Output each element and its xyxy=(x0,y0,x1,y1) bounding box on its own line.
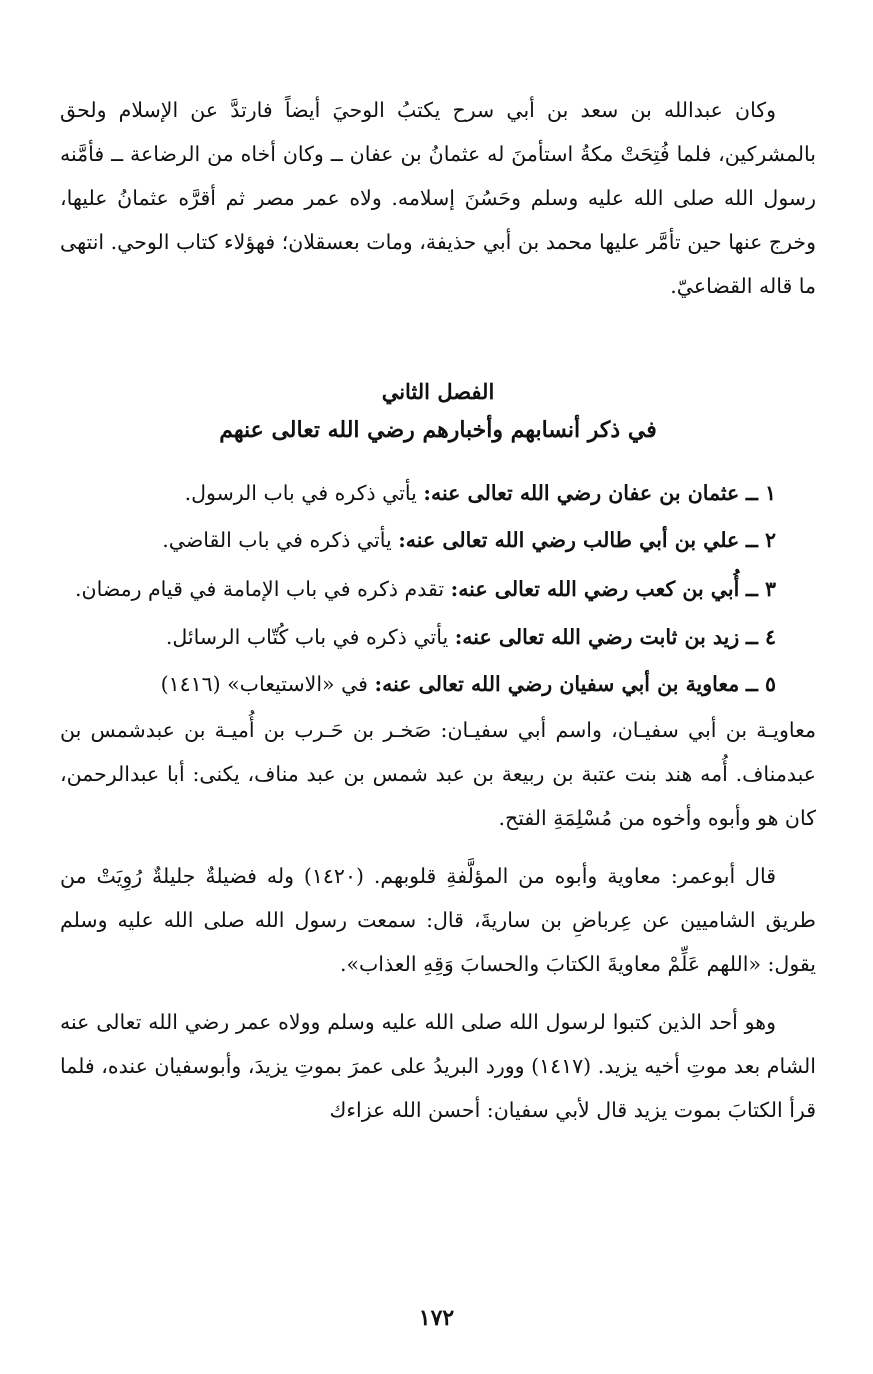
entry-item xyxy=(60,564,816,614)
entry-name: زيد بن ثابت رضي الله تعالى عنه: xyxy=(454,625,740,649)
intro-paragraph: وكان عبدالله بن سعد بن أبي سرح يكتبُ الوحيَ أيضاً فارتدَّ عن الإسلام ولحق بالمشركين، فلما فُتِحَتْ مكةُ استأمنَ له عثمانُ بن عفان ــ وكان أخاه من الرضاعة ــ فأمَّنه رسول الله صلى الله عليه وسلم وحَسُنَ إسلامه. ولاه عمر مصر ثم أقرَّه عثمانُ عليها، وخرج عنها حين تأمَّر عليها محمد بن أبي حذيفة، ومات بعسقلان؛ فهؤلاء كتاب الوحي. انتهى ما قاله القضاعيّ. xyxy=(60,98,816,298)
entry-name: عثمان بن عفان رضي الله تعالى عنه: xyxy=(423,481,740,505)
entry-number: ١ ــ xyxy=(745,481,776,505)
entry-number: ٤ ــ xyxy=(745,625,776,649)
entry-text: تقدم ذكره في باب الإمامة في قيام رمضان. xyxy=(75,577,445,601)
abu-umar-paragraph: قال أبوعمر: معاوية وأبوه من المؤلَّفةِ قلوبهم. (١٤٢٠) وله فضيلةٌ جليلةٌ رُوِيَتْ من طريق الشاميين عن عِرباضِ بن ساريةَ، قال: سمعت رسول الله صلى الله عليه وسلم يقول: «اللهم عَلِّمْ معاويةَ الكتابَ والحسابَ وَقِهِ العذاب». xyxy=(60,864,816,976)
entry-name: علي بن أبي طالب رضي الله تعالى عنه: xyxy=(398,528,740,552)
chapter-title: الفصل الثاني xyxy=(381,379,495,404)
entry-number: ٥ ــ xyxy=(745,672,776,696)
page-body xyxy=(60,88,816,1132)
entry-text: يأتي ذكره في باب الرسول. xyxy=(184,481,417,505)
page-number: ١٧٢ xyxy=(418,1305,455,1331)
chapter-subtitle: في ذكر أنسابهم وأخبارهم رضي الله تعالى عنهم xyxy=(219,417,657,443)
entry-item xyxy=(60,661,816,708)
entry-text: يأتي ذكره في باب القاضي. xyxy=(162,528,392,552)
entry-text: يأتي ذكره في باب كُتّاب الرسائل. xyxy=(165,625,449,649)
entry-name: أُبي بن كعب رضي الله تعالى عنه: xyxy=(450,577,740,601)
entry-list xyxy=(60,470,816,708)
entry-item xyxy=(60,614,816,661)
entry-number: ٢ ــ xyxy=(745,528,776,552)
entry-text: في «الاستيعاب» (١٤١٦) xyxy=(160,672,368,696)
last-paragraph: وهو أحد الذين كتبوا لرسول الله صلى الله عليه وسلم وولاه عمر رضي الله تعالى عنه الشام بعد موتِ أخيه يزيد. (١٤١٧) وورد البريدُ على عمرَ بموتِ يزيدَ، وأبوسفيان عنده، فلما قرأ الكتابَ بموت يزيد قال لأبي سفيان: أحسن الله عزاءك xyxy=(60,1010,816,1122)
entry-item xyxy=(60,470,816,517)
entry-number: ٣ ــ xyxy=(745,577,776,601)
muawiya-paragraph: معاويـة بن أبي سفيـان، واسم أبي سفيـان: صَخـر بن حَـرب بن أُميـة بن عبدشمس بن عبدمناف. أُمه هند بنت عتبة بن ربيعة بن عبد شمس بن عبد مناف، يكنى: أبا عبدالرحمن، كان هو وأبوه وأخوه من مُسْلِمَةِ الفتح. xyxy=(60,718,816,830)
entry-name: معاوية بن أبي سفيان رضي الله تعالى عنه: xyxy=(374,672,740,696)
entry-item xyxy=(60,517,816,564)
